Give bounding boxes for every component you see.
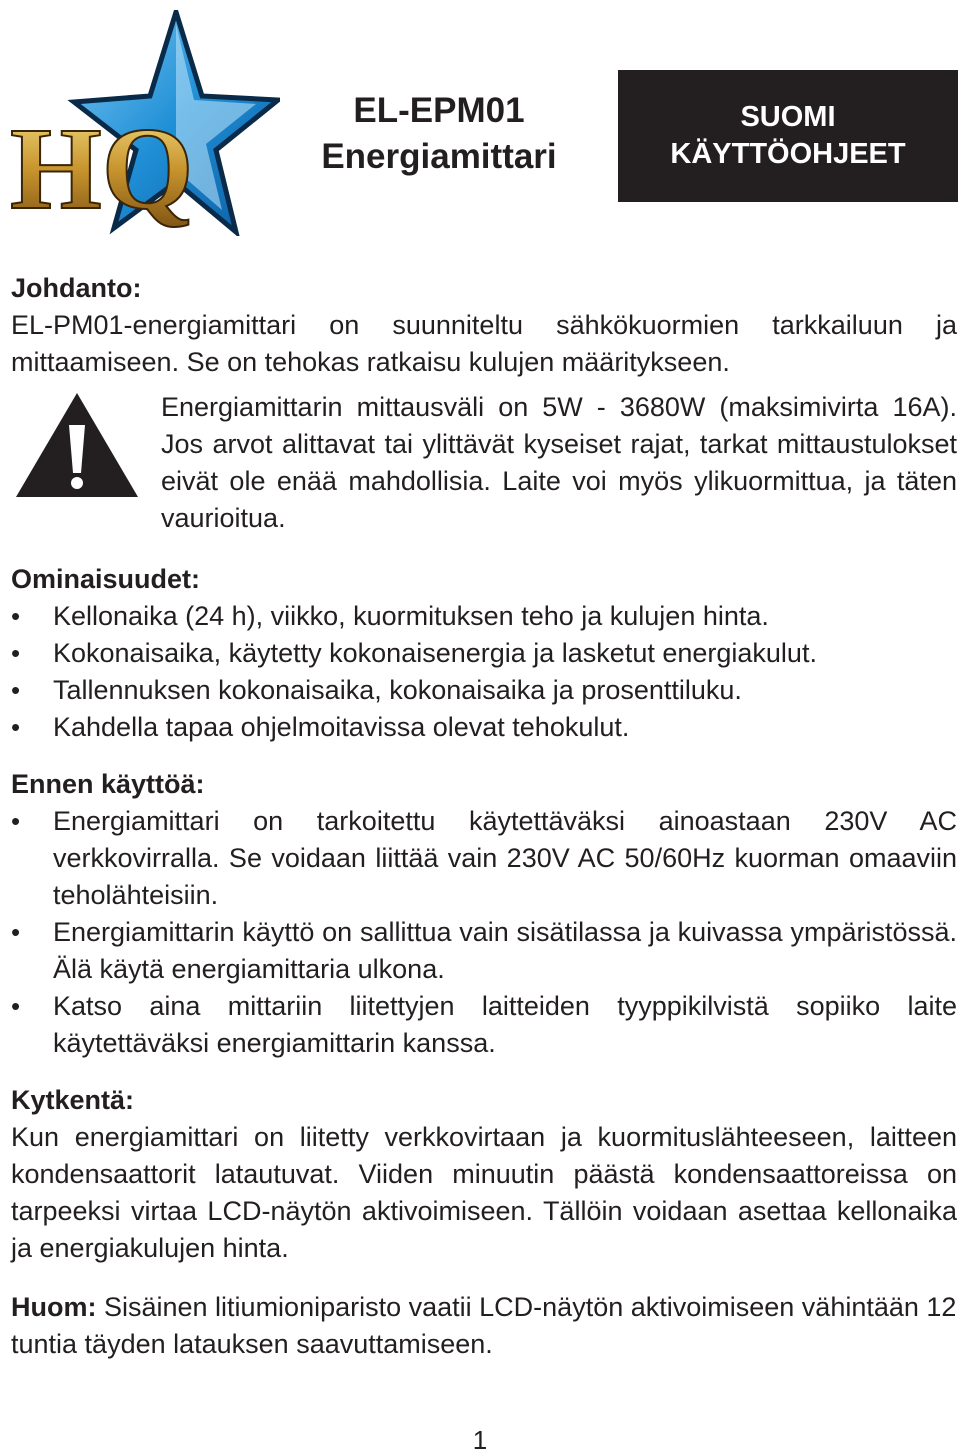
svg-text:HQ: HQ bbox=[10, 103, 194, 234]
manual-content bbox=[11, 270, 957, 1363]
features-section bbox=[11, 561, 957, 746]
list-item: • Tallennuksen kokonaisaika, kokonaisaika ja prosenttiluku. bbox=[11, 672, 957, 709]
before-use-list bbox=[11, 803, 957, 1062]
connection-text: Kun energiamittari on liitetty verkkovirtaan ja kuormituslähteeseen, laitteen kondensaattorit latautuvat. Viiden minuutin päästä kondensaattoreissa on tarpeeksi virtaa LCD-näytön aktivoimiseen. Tällöin voidaan asettaa kellonaika ja energiakulujen hinta. bbox=[11, 1122, 957, 1263]
warning-block bbox=[11, 389, 957, 537]
intro-text: EL-PM01-energiamittari on suunniteltu sähkökuormien tarkkailuun ja mittaamiseen. Se on tehokas ratkaisu kulujen määritykseen. bbox=[11, 310, 957, 377]
hq-star-logo-icon bbox=[8, 10, 280, 236]
features-list bbox=[11, 598, 957, 746]
intro-section bbox=[11, 270, 957, 381]
product-name: Energiamittari bbox=[321, 137, 557, 176]
language-label: SUOMI bbox=[740, 101, 836, 133]
page-number: 1 bbox=[472, 1425, 488, 1455]
connection-section bbox=[11, 1082, 957, 1267]
hq-logo bbox=[8, 10, 280, 236]
language-box bbox=[618, 70, 958, 202]
list-item: • Energiamittarin käyttö on sallittua vain sisätilassa ja kuivassa ympäristössä. Älä käytä energiamittaria ulkona. bbox=[11, 914, 957, 988]
connection-heading: Kytkentä: bbox=[11, 1085, 135, 1115]
warning-icon bbox=[13, 389, 141, 501]
list-item: • Energiamittari on tarkoitettu käytettäväksi ainoastaan 230V AC verkkovirralla. Se voidaan liittää vain 230V AC 50/60Hz kuorman omaaviin teholähteisiin. bbox=[11, 803, 957, 914]
features-heading: Ominaisuudet: bbox=[11, 564, 201, 594]
list-item: • Kokonaisaika, käytetty kokonaisenergia ja lasketut energiakulut. bbox=[11, 635, 957, 672]
note-section bbox=[11, 1289, 957, 1363]
before-use-section bbox=[11, 766, 957, 1062]
doc-type-label: KÄYTTÖOHJEET bbox=[670, 138, 906, 170]
note-label: Huom: bbox=[11, 1292, 97, 1322]
before-use-heading: Ennen käyttöä: bbox=[11, 769, 205, 799]
document-title bbox=[300, 88, 578, 180]
list-item: • Kellonaika (24 h), viikko, kuormituksen teho ja kulujen hinta. bbox=[11, 598, 957, 635]
warning-text: Energiamittarin mittausväli on 5W - 3680W (maksimivirta 16A). Jos arvot alittavat tai ylittävät kyseiset rajat, tarkat mittaustulokset eivät ole enää mahdollisia. Laite voi myös ylikuormittua, ja täten vaurioitua. bbox=[161, 392, 957, 533]
intro-heading: Johdanto: bbox=[11, 273, 142, 303]
list-item: • Katso aina mittariin liitettyjen laitteiden tyyppikilvistä sopiiko laite käytettäväksi energiamittarin kanssa. bbox=[11, 988, 957, 1062]
note-text: Sisäinen litiumioniparisto vaatii LCD-näytön aktivoimiseen vähintään 12 tuntia täyden latauksen saavuttamiseen. bbox=[11, 1292, 957, 1359]
note-paragraph bbox=[11, 1289, 957, 1363]
list-item: • Kahdella tapaa ohjelmoitavissa olevat tehokulut. bbox=[11, 709, 957, 746]
model-number: EL-EPM01 bbox=[353, 91, 525, 130]
